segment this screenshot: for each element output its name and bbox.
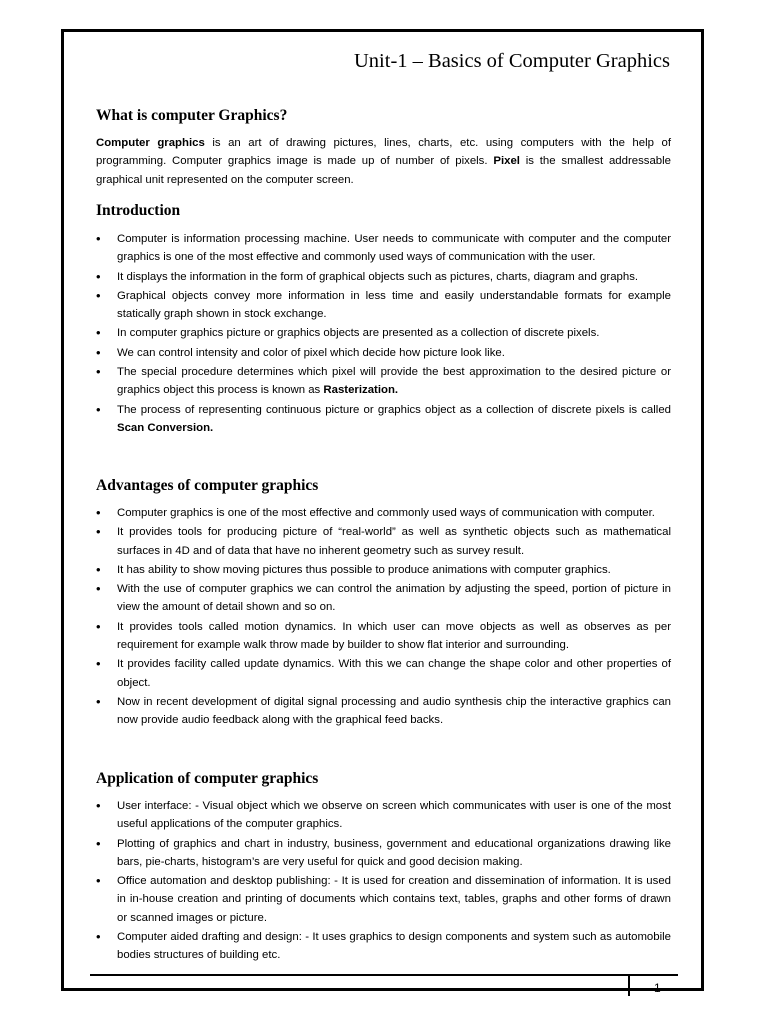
bold-term: Scan Conversion. [117, 421, 214, 434]
list-item [96, 363, 671, 400]
text-run: Computer graphics is one of the most effective and commonly used ways of communication with computer. [117, 507, 655, 519]
heading-what-is-cg: What is computer Graphics? [96, 107, 288, 124]
list-item [96, 324, 671, 342]
text-run: It has ability to show moving pictures thus possible to produce animations with computer graphics. [117, 563, 611, 576]
list-item [96, 504, 671, 522]
list-item [96, 655, 671, 692]
list-item [96, 618, 671, 655]
list-item [96, 401, 671, 438]
text-run: It provides tools called motion dynamics. In which user can move objects as well as observes as per requirement for example walk throw made by builder to show flat interior and surrounding. [117, 620, 671, 652]
list-item [96, 287, 671, 324]
text-run: It provides facility called update dynamics. With this we can change the shape color and other properties of object. [117, 658, 671, 689]
bold-term: Pixel [493, 155, 520, 168]
text-run: With the use of computer graphics we can control the animation by adjusting the speed, portion of picture in view the amount of detail shown and so on. [117, 583, 671, 614]
text-run: Graphical objects convey more information in less time and easily understandable formats for example statically graph shown in stock exchange. [117, 289, 671, 321]
introduction-list [96, 230, 671, 438]
footer-rule [90, 974, 678, 976]
list-item [96, 797, 671, 834]
footer-divider [628, 975, 630, 996]
page-title: Unit-1 – Basics of Computer Graphics [354, 50, 670, 72]
bold-term: Computer graphics [96, 137, 205, 149]
list-item [96, 561, 671, 579]
text-run: It displays the information in the form of graphical objects such as pictures, charts, diagram and graphs. [117, 270, 639, 283]
applications-list [96, 797, 671, 966]
text-run: is an art of drawing pictures, lines, charts, etc. using computers with the help of programming. Computer graphics image is made up of number of pixels. [96, 137, 671, 168]
intro-paragraph [96, 134, 671, 189]
text-run: In computer graphics picture or graphics objects are presented as a collection of discrete pixels. [117, 327, 600, 340]
heading-advantages: Advantages of computer graphics [96, 477, 319, 494]
heading-introduction: Introduction [96, 202, 181, 219]
text-run: Now in recent development of digital signal processing and audio synthesis chip the interactive graphics can now provide audio feedback along with the graphical feed backs. [117, 695, 671, 727]
list-item [96, 872, 671, 927]
list-item [96, 344, 671, 362]
text-run: is the smallest addressable graphical unit represented on the computer screen. [96, 155, 672, 186]
advantages-list [96, 504, 671, 731]
page-number: 1 [654, 981, 661, 995]
text-run: We can control intensity and color of pixel which decide how picture look like. [117, 346, 505, 359]
list-item [96, 230, 671, 267]
text-run: Plotting of graphics and chart in industry, business, government and educational organizations drawing like bars, pie-charts, histogram’s are very useful for quick and good decision making. [117, 837, 671, 868]
list-item [96, 268, 671, 286]
list-item [96, 580, 671, 617]
text-run: Computer aided drafting and design: - It uses graphics to design components and system such as automobile bodies structures of building etc. [117, 931, 671, 962]
list-item [96, 523, 671, 560]
list-item [96, 835, 671, 872]
bold-term: Rasterization. [323, 384, 399, 397]
list-item [96, 693, 671, 730]
text-run: The process of representing continuous picture or graphics object as a collection of discrete pixels is called [117, 403, 671, 416]
list-item [96, 928, 671, 965]
text-run: The special procedure determines which pixel will provide the best approximation to the desired picture or graphics object this process is known as [117, 366, 671, 397]
text-run: Office automation and desktop publishing: - It is used for creation and dissemination of information. It is used in in-house creation and printing of documents which contains text, tables, graphs and other forms of drawn or scanned images or picture. [117, 875, 671, 924]
text-run: Computer is information processing machine. User needs to communicate with computer and the computer graphics is one of the most effective and commonly used ways of communication with the user. [117, 233, 671, 264]
text-run: User interface: - Visual object which we observe on screen which communicates with user is one of the most useful applications of the computer graphics. [117, 800, 671, 831]
text-run: It provides tools for producing picture of “real-world” as well as synthetic objects such as mathematical surfaces in 4D and of data that have no inherent geometry such as survey result. [117, 526, 671, 557]
heading-applications: Application of computer graphics [96, 770, 319, 787]
